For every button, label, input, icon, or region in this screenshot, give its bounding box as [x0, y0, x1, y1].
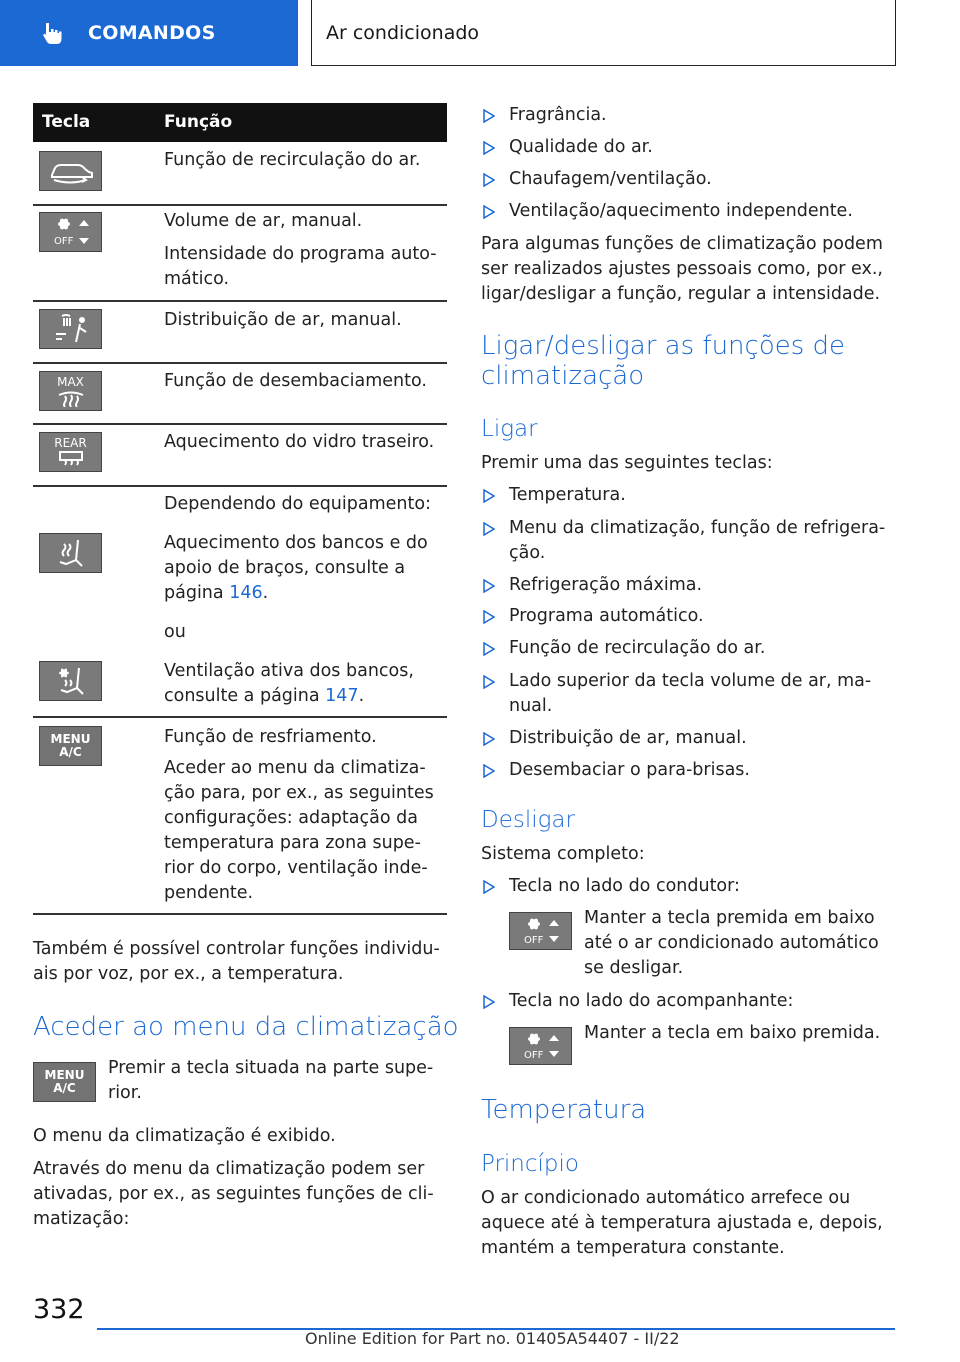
row-menu-text-1: Função de resfriamento.	[164, 727, 377, 747]
bullet-air-quality: Qualidade do ar.	[509, 137, 653, 157]
bullet-independent: Ventilação/aquecimento independente.	[509, 201, 853, 221]
on-bullet-defrost: Desembaciar o para-brisas.	[509, 760, 750, 780]
row-seat-heat-1: Aquecimento dos bancos e do	[164, 533, 428, 553]
svg-text:OFF: OFF	[523, 1050, 543, 1061]
bullet-icon	[483, 522, 495, 536]
menu-shown: O menu da climatização é exibido.	[33, 1126, 336, 1146]
bullet-icon	[483, 764, 495, 778]
voice-paragraph-2: ais por voz, por ex., a temperatura.	[33, 964, 344, 984]
row-fan-text-1: Volume de ar, manual.	[164, 211, 363, 231]
row-seat-or: ou	[164, 622, 186, 642]
row-divider	[33, 423, 447, 425]
off-passenger-text: Manter a tecla em baixo premida.	[584, 1023, 881, 1043]
row-rear-text: Aquecimento do vidro traseiro.	[164, 432, 435, 452]
menu-ac-label-1: MENU	[50, 732, 91, 746]
row-menu-text-6: rior do corpo, ventilação inde-	[164, 858, 428, 878]
via-paragraph-3: matização:	[33, 1209, 130, 1229]
row-divider	[33, 204, 447, 206]
page-link-147[interactable]: 147	[325, 686, 359, 706]
table-header	[33, 103, 447, 142]
menu-press-1: Premir a tecla situada na parte supe-	[108, 1058, 434, 1078]
row-seat-vent-1: Ventilação ativa dos bancos,	[164, 661, 414, 681]
menu-ac-label-2: A/C	[59, 745, 82, 759]
max-label: MAX	[57, 374, 84, 389]
bullet-icon	[483, 205, 495, 219]
bullet-icon	[483, 173, 495, 187]
temperature-heading: Temperatura	[481, 1095, 647, 1125]
off-intro: Sistema completo:	[481, 844, 645, 864]
row-fan-text-3: mático.	[164, 269, 230, 289]
on-heading: Ligar	[481, 416, 538, 442]
menu-heading: Aceder ao menu da climatização	[33, 1012, 459, 1042]
bullet-icon	[483, 579, 495, 593]
row-seat-equipment: Dependendo do equipamento:	[164, 494, 431, 514]
table-bottom-rule	[33, 913, 447, 915]
personal-paragraph-1: Para algumas funções de climatização podem	[481, 234, 883, 254]
fan-volume-key-icon	[509, 1027, 572, 1065]
menu-ac-key-icon	[33, 1062, 96, 1102]
row-distribution-text: Distribuição de ar, manual.	[164, 310, 402, 330]
section-name: COMANDOS	[88, 22, 216, 44]
fan-volume-key-icon	[39, 212, 102, 252]
col-key-header: Tecla	[42, 112, 91, 132]
svg-text:OFF: OFF	[523, 935, 543, 946]
off-driver-text-1: Manter a tecla premida em baixo	[584, 908, 875, 928]
recirculation-key-icon	[39, 151, 102, 191]
page-link-146[interactable]: 146	[229, 583, 263, 603]
row-menu-text-5: temperatura para zona supe-	[164, 833, 421, 853]
onoff-heading-2: climatização	[481, 361, 645, 391]
rear-label: REAR	[54, 435, 87, 450]
bullet-icon	[483, 880, 495, 894]
max-defrost-key-icon	[39, 371, 102, 411]
chapter-title: Ar condicionado	[326, 21, 480, 44]
on-bullet-temperature: Temperatura.	[509, 485, 626, 505]
on-bullet-menu-1: Menu da climatização, função de refrigera-	[509, 518, 886, 538]
personal-paragraph-3: ligar/desligar a função, regular a intensidade.	[481, 284, 881, 304]
bullet-icon	[483, 610, 495, 624]
off-bullet-driver: Tecla no lado do condutor:	[509, 876, 740, 896]
row-seat-heat-2: apoio de braços, consulte a	[164, 558, 406, 578]
on-intro: Premir uma das seguintes teclas:	[481, 453, 773, 473]
bullet-icon	[483, 675, 495, 689]
onoff-heading-1: Ligar/desligar as funções de	[481, 331, 846, 361]
bullet-icon	[483, 141, 495, 155]
personal-paragraph-2: ser realizados ajustes pessoais como, por ex.,	[481, 259, 883, 279]
voice-paragraph-1: Também é possível controlar funções individu-	[33, 939, 440, 959]
bullet-icon	[483, 109, 495, 123]
via-paragraph-2: ativadas, por ex., as seguintes funções de cli-	[33, 1184, 434, 1204]
col-function-header: Função	[164, 112, 233, 132]
principle-paragraph-2: aquece até à temperatura ajustada e, depois,	[481, 1213, 883, 1233]
row-fan-text-2: Intensidade do programa auto-	[164, 244, 437, 264]
off-bullet-passenger: Tecla no lado do acompanhante:	[509, 991, 794, 1011]
bullet-fragrance: Fragrância.	[509, 105, 607, 125]
pointing-hand-icon	[40, 20, 66, 46]
menu-key-label-1: MENU	[44, 1068, 85, 1082]
row-max-text: Função de desembaciamento.	[164, 371, 427, 391]
row-divider	[33, 362, 447, 364]
bullet-icon	[483, 995, 495, 1009]
row-menu-text-4: configurações: adaptação da	[164, 808, 418, 828]
seat-heating-key-icon	[39, 533, 102, 573]
row-divider	[33, 300, 447, 302]
off-driver-text-3: se desligar.	[584, 958, 684, 978]
principle-paragraph-3: mantém a temperatura constante.	[481, 1238, 785, 1258]
fan-volume-key-icon	[509, 912, 572, 950]
on-bullet-max-cooling: Refrigeração máxima.	[509, 575, 703, 595]
on-bullet-menu-2: ção.	[509, 543, 546, 563]
bullet-icon	[483, 642, 495, 656]
on-bullet-volume-2: nual.	[509, 696, 553, 716]
row-recirculation-text: Função de recirculação do ar.	[164, 150, 421, 170]
principle-paragraph-1: O ar condicionado automático arrefece ou	[481, 1188, 851, 1208]
row-divider	[33, 716, 447, 718]
row-menu-text-3: ção para, por ex., as seguintes	[164, 783, 434, 803]
row-seat-heat-3: página 146.	[164, 583, 269, 603]
menu-key-label-2: A/C	[53, 1081, 76, 1095]
menu-press-2: rior.	[108, 1083, 142, 1103]
row-divider	[33, 485, 447, 487]
menu-ac-key-icon	[39, 726, 102, 766]
chapter-header	[311, 0, 896, 66]
air-distribution-key-icon	[39, 309, 102, 349]
rear-window-heating-key-icon	[39, 432, 102, 472]
section-tab[interactable]	[0, 0, 298, 66]
on-bullet-recirculation: Função de recirculação do ar.	[509, 638, 766, 658]
svg-text:OFF: OFF	[53, 236, 73, 247]
off-heading: Desligar	[481, 807, 575, 833]
on-bullet-auto: Programa automático.	[509, 606, 704, 626]
bullet-icon	[483, 732, 495, 746]
seat-ventilation-key-icon	[39, 661, 102, 701]
on-bullet-distribution: Distribuição de ar, manual.	[509, 728, 747, 748]
off-driver-text-2: até o ar condicionado automático	[584, 933, 879, 953]
bullet-icon	[483, 489, 495, 503]
row-seat-vent-2: consulte a página 147.	[164, 686, 365, 706]
via-paragraph-1: Através do menu da climatização podem ser	[33, 1159, 425, 1179]
page-number: 332	[33, 1294, 85, 1325]
on-bullet-volume-1: Lado superior da tecla volume de ar, ma-	[509, 671, 872, 691]
row-menu-text-2: Aceder ao menu da climatiza-	[164, 758, 426, 778]
principle-heading: Princípio	[481, 1151, 579, 1177]
bullet-heating: Chaufagem/ventilação.	[509, 169, 712, 189]
edition-note: Online Edition for Part no. 01405A54407 - II/22	[305, 1329, 680, 1348]
row-menu-text-7: pendente.	[164, 883, 254, 903]
